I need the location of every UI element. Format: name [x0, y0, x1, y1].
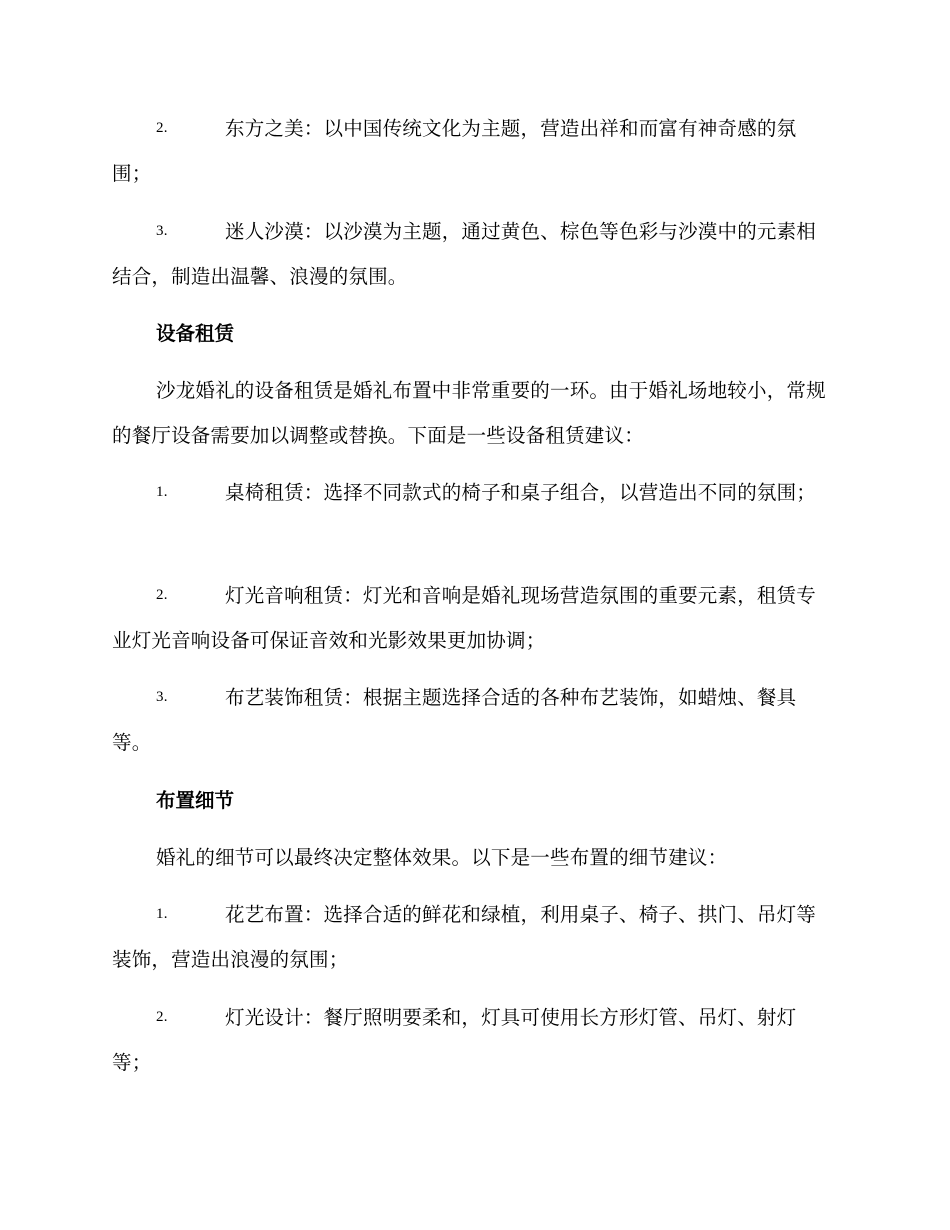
list-text: 布艺装饰租赁：根据主题选择合适的各种布艺装饰，如蜡烛、餐具等。	[112, 686, 797, 754]
list-text: 桌椅租赁：选择不同款式的椅子和桌子组合，以营造出不同的氛围；	[225, 481, 817, 504]
list-item	[112, 106, 832, 196]
list-text: 灯光音响租赁：灯光和音响是婚礼现场营造氛围的重要元素，租赁专业灯光音响设备可保证音效和光影效果更加协调；	[112, 584, 817, 652]
list-number: 1.	[156, 484, 168, 500]
list-item	[112, 470, 832, 515]
list-number: 1.	[156, 906, 168, 922]
paragraph: 婚礼的细节可以最终决定整体效果。以下是一些布置的细节建议：	[156, 846, 728, 869]
list-number: 3.	[156, 223, 168, 239]
list-text: 迷人沙漠：以沙漠为主题，通过黄色、棕色等色彩与沙漠中的元素相结合，制造出温馨、浪漫的氛围。	[112, 220, 817, 288]
list-item	[112, 995, 832, 1085]
list-text: 灯光设计：餐厅照明要柔和，灯具可使用长方形灯管、吊灯、射灯等；	[112, 1006, 797, 1074]
list-item	[112, 573, 832, 663]
list-item	[112, 675, 832, 765]
list-text: 东方之美：以中国传统文化为主题，营造出祥和而富有神奇感的氛围；	[112, 117, 797, 185]
list-text: 花艺布置：选择合适的鲜花和绿植，利用桌子、椅子、拱门、吊灯等装饰，营造出浪漫的氛围；	[112, 903, 817, 971]
paragraph: 沙龙婚礼的设备租赁是婚礼布置中非常重要的一环。由于婚礼场地较小，常规的餐厅设备需要加以调整或替换。下面是一些设备租赁建议：	[112, 379, 826, 447]
list-number: 3.	[156, 689, 168, 705]
section-heading: 布置细节	[156, 789, 235, 812]
list-item	[112, 209, 832, 299]
list-number: 2.	[156, 120, 168, 136]
list-item	[112, 892, 832, 982]
section-heading: 设备租赁	[156, 322, 235, 345]
list-number: 2.	[156, 587, 168, 603]
list-number: 2.	[156, 1009, 168, 1025]
